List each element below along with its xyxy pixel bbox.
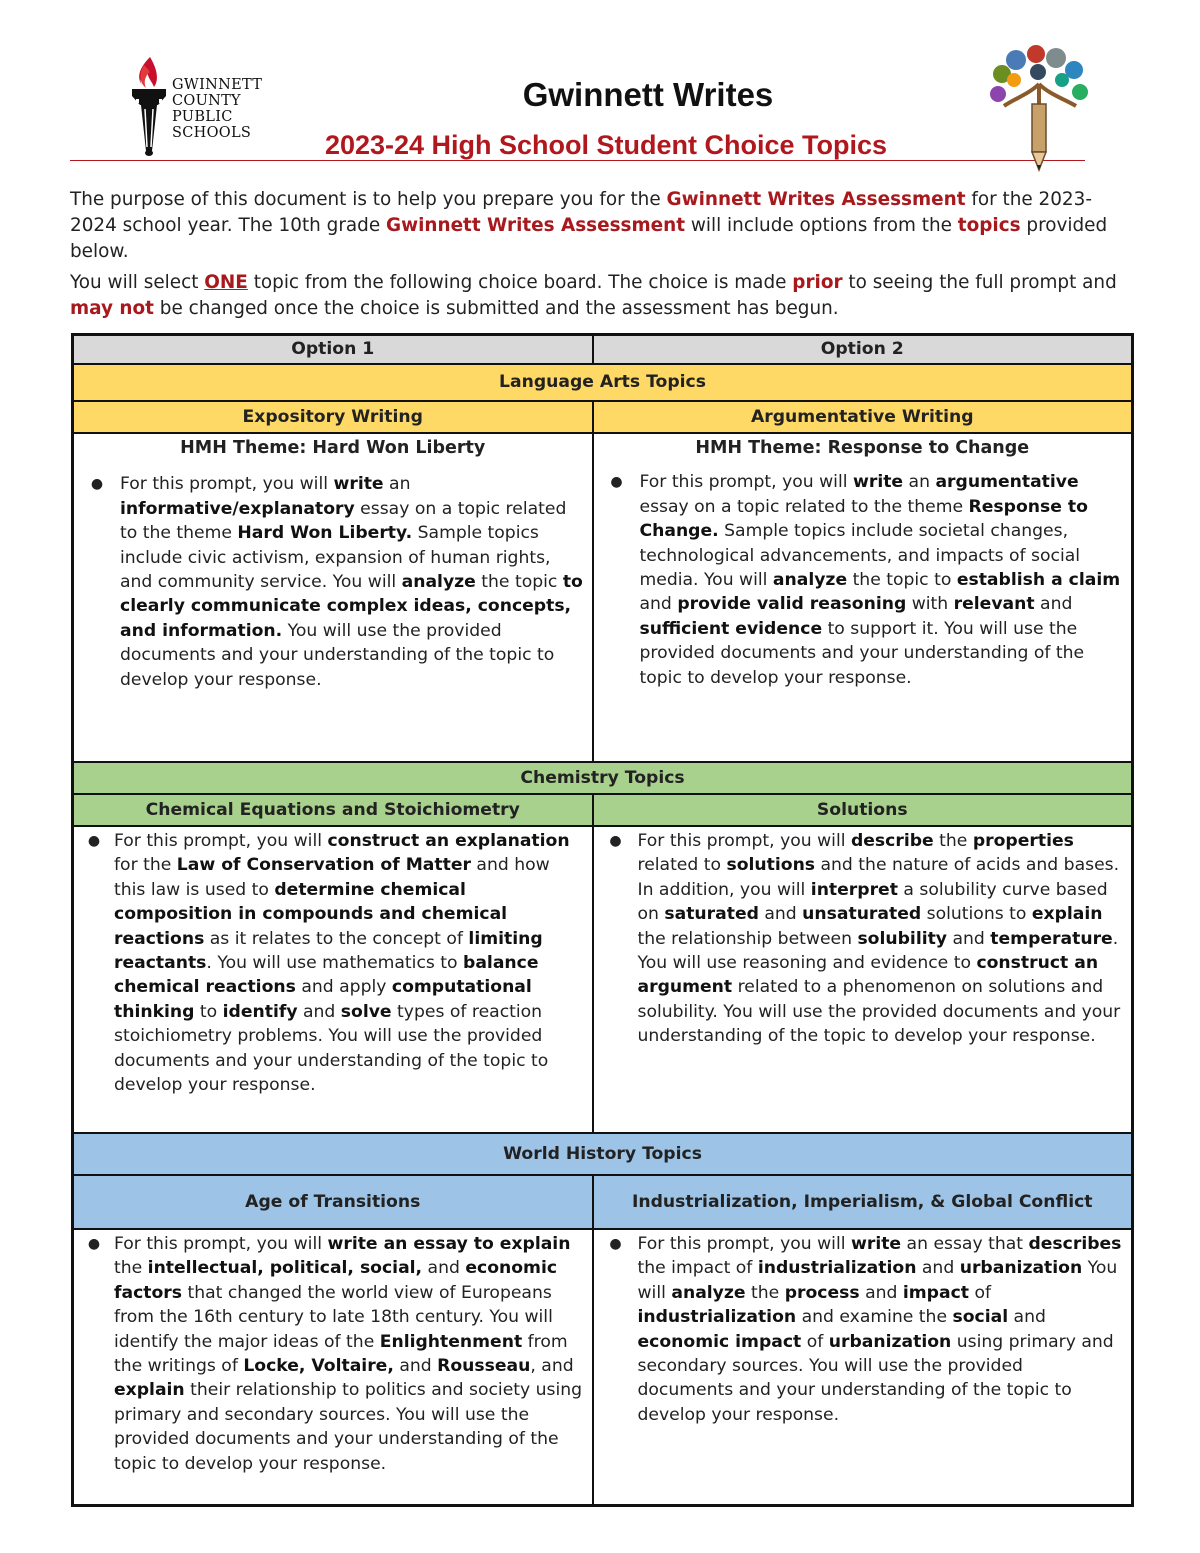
choice-board-table xyxy=(71,333,1134,1507)
topic-cell-age-of-transitions xyxy=(73,1229,593,1506)
bullet-icon: ● xyxy=(610,474,623,491)
bullet-icon: ● xyxy=(87,1236,101,1252)
page-subtitle: 2023-24 High School Student Choice Topics xyxy=(324,130,888,160)
topic-heading-industrialization: Industrialization, Imperialism, & Global Conflict xyxy=(593,1175,1133,1229)
topic-heading-argumentative: Argumentative Writing xyxy=(593,401,1133,433)
topic-heading-expository: Expository Writing xyxy=(73,401,593,433)
logo-line: GWINNETT xyxy=(172,77,263,93)
theme-label: HMH Theme: Response to Change xyxy=(695,438,1030,458)
topic-cell-expository xyxy=(73,433,593,762)
topic-description: For this prompt, you will write an argumentative essay on a topic related to the theme Response to Change. Sample topics include societal changes, technological advancements, and impacts of social media. You will analyze the topic to establish a claim and provide valid reasoning with relevant and sufficient evidence to support it. You will use the provided documents and your understanding of the topic to develop your response. xyxy=(639,472,1121,688)
theme-label: HMH Theme: Hard Won Liberty xyxy=(180,438,486,458)
topic-description: For this prompt, you will construct an explanation for the Law of Conservation of Matter and how this law is used to determine chemical composition in compounds and chemical reactions as it relates to the concept of limiting reactants. You will use mathematics to balance chemical reactions and apply computational thinking to identify and solve types of reaction stoichiometry problems. You will use the provided documents and your understanding of the topic to develop your response. xyxy=(114,831,570,1096)
topic-description: For this prompt, you will write an essay to explain the intellectual, political, social, and economic factors that changed the world view of Europeans from the 16th century to late 18th century. You will identify the major ideas of the Enlightenment from the writings of Locke, Voltaire, and Rousseau, and explain their relationship to politics and society using primary and secondary sources. You will use the provided documents and your understanding of the topic to develop your response. xyxy=(114,1234,583,1474)
list-item xyxy=(74,472,592,692)
bullet-icon: ● xyxy=(87,833,101,849)
list-item xyxy=(74,829,592,1097)
topic-cell-industrialization xyxy=(593,1229,1133,1506)
instructions-paragraph: You will select ONE topic from the following choice board. The choice is made prior to seeing the full prompt and may not be changed once the choice is submitted and the assessment has begun. xyxy=(70,272,1117,319)
intro-section xyxy=(70,187,1132,322)
section-chemistry: Chemistry Topics xyxy=(73,762,1133,794)
logo-line: PUBLIC xyxy=(172,109,233,125)
list-item xyxy=(594,1232,1132,1427)
bullet-icon: ● xyxy=(90,476,104,493)
title-divider xyxy=(70,160,1085,161)
topic-cell-argumentative xyxy=(593,433,1133,762)
topic-heading-solutions: Solutions xyxy=(593,794,1133,826)
topic-heading-age-of-transitions: Age of Transitions xyxy=(73,1175,593,1229)
list-item xyxy=(74,1232,592,1476)
section-language-arts: Language Arts Topics xyxy=(73,364,1133,401)
option-2-header: Option 2 xyxy=(593,335,1133,365)
topic-heading-stoichiometry: Chemical Equations and Stoichiometry xyxy=(73,794,593,826)
pencil-tree-icon xyxy=(984,44,1094,174)
topic-cell-solutions xyxy=(593,826,1133,1133)
section-world-history: World History Topics xyxy=(73,1133,1133,1175)
list-item xyxy=(594,470,1132,690)
option-1-header: Option 1 xyxy=(73,335,593,365)
bullet-icon: ● xyxy=(609,1236,622,1252)
logo-line: COUNTY xyxy=(172,93,241,109)
topic-description: For this prompt, you will write an essay that describes the impact of industrialization and urbanization You will analyze the process and impact of industrialization and examine the social and economic impact of urbanization using primary and secondary sources. You will use the provided documents and your understanding of the topic to develop your response. xyxy=(637,1234,1122,1425)
logo-line: SCHOOLS xyxy=(172,125,252,141)
page-title: Gwinnett Writes xyxy=(522,76,774,113)
topic-cell-stoichiometry xyxy=(73,826,593,1133)
list-item xyxy=(594,829,1132,1049)
topic-description: For this prompt, you will write an informative/explanatory essay on a topic related to the theme Hard Won Liberty. Sample topics include civic activism, expansion of human rights, and community service. You will analyze the topic to clearly communicate complex ideas, concepts, and information. You will use the provided documents and your understanding of the topic to develop your response. xyxy=(120,474,583,690)
bullet-icon: ● xyxy=(609,833,622,849)
intro-paragraph: The purpose of this document is to help you prepare you for the Gwinnett Writes Assessment for the 2023-2024 school year. The 10th grade Gwinnett Writes Assessment will include options from the topics provided below. xyxy=(70,189,1108,262)
topic-description: For this prompt, you will describe the properties related to solutions and the nature of acids and bases. In addition, you will interpret a solubility curve based on saturated and unsaturated solutions to explain the relationship between solubility and temperature. You will use reasoning and evidence to construct an argument related to a phenomenon on solutions and solubility. You will use the provided documents and your understanding of the topic to develop your response. xyxy=(637,831,1121,1047)
